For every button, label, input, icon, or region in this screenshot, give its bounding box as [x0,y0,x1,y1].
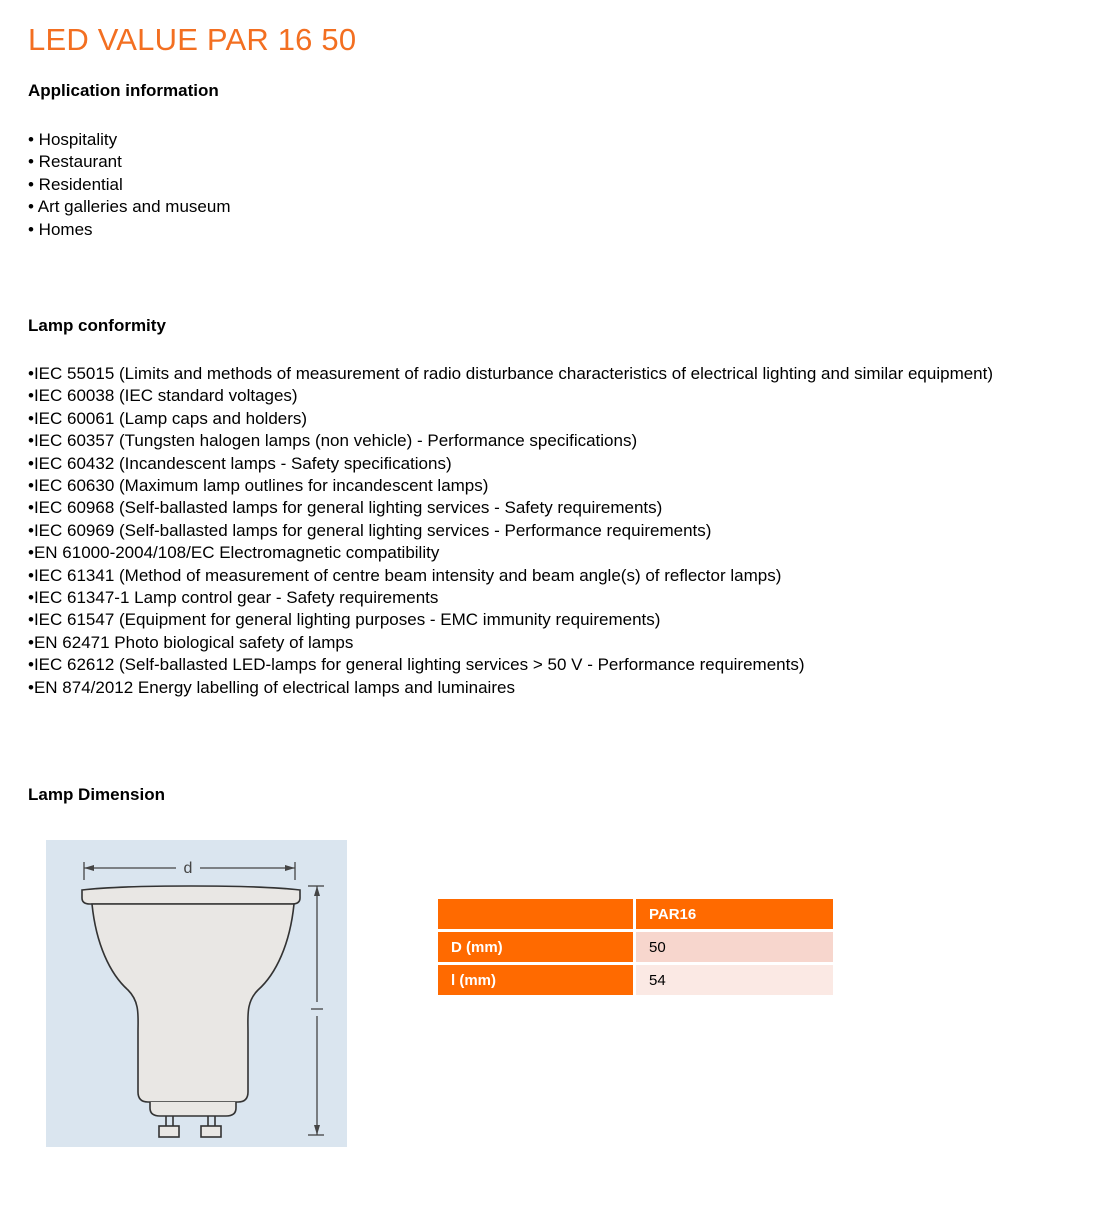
lamp-dimension-drawing [46,840,347,1147]
conformity-heading: Lamp conformity [28,316,166,335]
list-item: • Hospitality [28,130,118,149]
table-cell-value: 50 [636,932,833,962]
list-item: •IEC 62612 (Self-ballasted LED-lamps for general lighting services > 50 V - Performance requirements) [28,655,805,675]
table-row [438,965,833,995]
list-item: • Restaurant [28,152,122,172]
list-item: •IEC 61341 (Method of measurement of centre beam intensity and beam angle(s) of reflector lamps) [28,565,782,585]
list-item: •IEC 61547 (Equipment for general lighting purposes - EMC immunity requirements) [28,610,661,630]
list-item: • Homes [28,219,93,239]
table-row [438,932,833,962]
list-item: •IEC 55015 (Limits and methods of measurement of radio disturbance characteristics of electrical lighting and similar equipment) [28,364,994,383]
page-title: LED VALUE PAR 16 50 [28,22,357,57]
list-item: •EN 874/2012 Energy labelling of electrical lamps and luminaires [28,677,515,697]
list-item: • Art galleries and museum [28,197,231,217]
list-item: • Residential [28,174,123,194]
list-item: •IEC 60630 (Maximum lamp outlines for incandescent lamps) [28,476,489,496]
application-heading: Application information [28,81,219,100]
table-cell-value: 54 [636,965,833,995]
table-header-empty-cell [438,899,633,929]
list-item: •IEC 60968 (Self-ballasted lamps for general lighting services - Safety requirements) [28,498,663,518]
application-list [28,129,231,241]
dimension-heading: Lamp Dimension [28,785,165,804]
list-item: •IEC 60061 (Lamp caps and holders) [28,408,308,428]
table-row-label: D (mm) [438,932,633,962]
dimension-table [435,896,836,998]
diameter-label: d [183,860,193,877]
list-item: •IEC 60432 (Incandescent lamps - Safety specifications) [28,453,452,473]
table-column-header: PAR16 [636,899,833,929]
table-header-row [438,899,833,929]
table-row-label: l (mm) [438,965,633,995]
conformity-list [28,363,993,699]
list-item: •EN 61000-2004/108/EC Electromagnetic compatibility [28,543,440,563]
list-item: •EN 62471 Photo biological safety of lamps [28,632,354,652]
list-item: •IEC 60357 (Tungsten halogen lamps (non vehicle) - Performance specifications) [28,431,638,451]
list-item: •IEC 61347-1 Lamp control gear - Safety requirements [28,588,439,608]
list-item: •IEC 60969 (Self-ballasted lamps for general lighting services - Performance requirements) [28,520,712,540]
list-item: •IEC 60038 (IEC standard voltages) [28,386,298,406]
